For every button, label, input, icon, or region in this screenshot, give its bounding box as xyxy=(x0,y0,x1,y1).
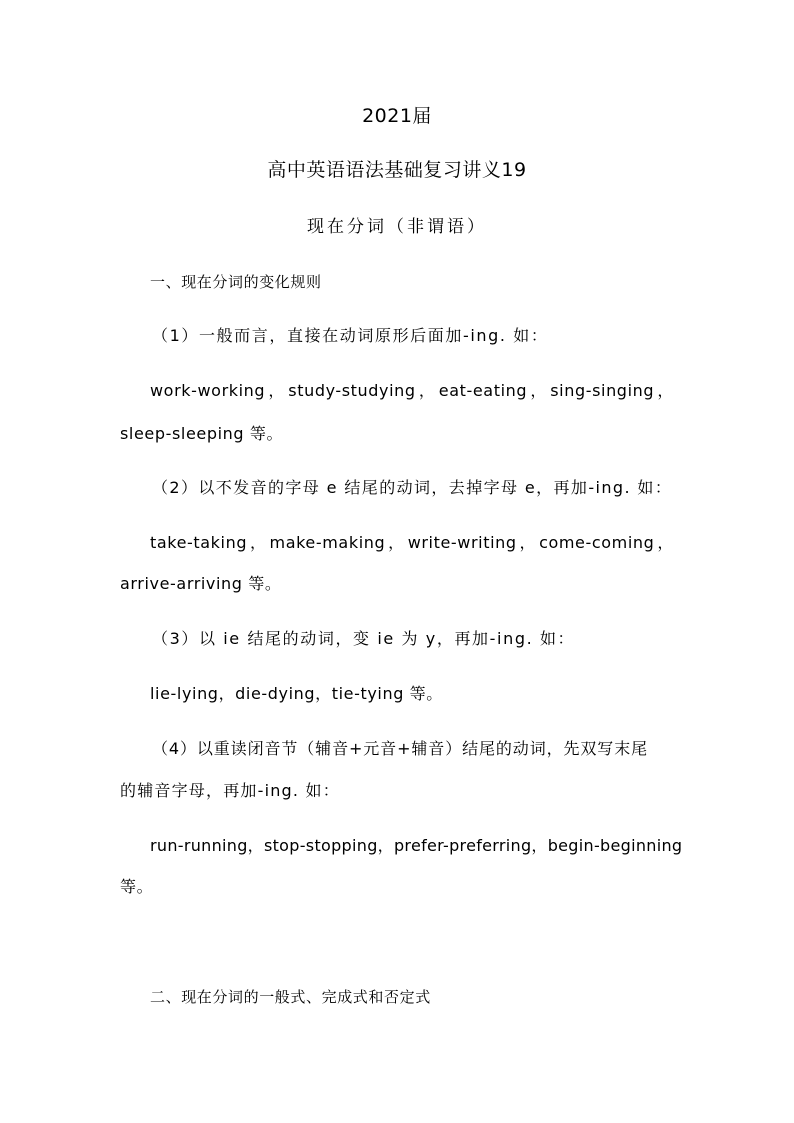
example-separator: ， xyxy=(250,533,267,552)
example-separator: ， xyxy=(657,533,674,552)
example-separator: ， xyxy=(268,381,286,400)
section1-heading: 一、现在分词的变化规则 xyxy=(150,273,322,291)
section2-heading: 二、现在分词的一般式、完成式和否定式 xyxy=(150,988,431,1006)
example-word: come-coming xyxy=(539,533,655,552)
rule2-examples-line2: arrive-arriving 等。 xyxy=(120,574,282,593)
example-word: sing-singing xyxy=(550,381,655,400)
rule1-examples-line2: sleep-sleeping 等。 xyxy=(120,424,284,443)
rule2-text: （2）以不发音的字母 e 结尾的动词，去掉字母 e，再加-ing. 如： xyxy=(152,478,673,497)
rule3-examples: lie-lying，die-dying，tie-tying 等。 xyxy=(150,684,443,703)
rule4-examples-line2: 等。 xyxy=(120,877,154,896)
example-separator: ， xyxy=(388,533,405,552)
rule3-text: （3）以 ie 结尾的动词，变 ie 为 y，再加-ing. 如： xyxy=(152,629,576,648)
rule4-text-line2: 的辅音字母，再加-ing. 如： xyxy=(120,781,340,800)
example-word: write-writing xyxy=(407,533,517,552)
example-word: eat-eating xyxy=(438,381,528,400)
title-main: 高中英语语法基础复习讲义19 xyxy=(267,159,527,181)
example-word: work-working xyxy=(150,381,266,400)
example-separator: ， xyxy=(657,381,674,400)
title-sub: 现在分词（非谓语） xyxy=(307,217,487,237)
example-word: study-studying xyxy=(288,381,416,400)
rule4-text-line1: （4）以重读闭音节（辅音+元音+辅音）结尾的动词，先双写末尾 xyxy=(152,739,648,758)
example-separator: ， xyxy=(530,381,547,400)
rule1-text: （1）一般而言，直接在动词原形后面加-ing. 如： xyxy=(152,326,549,345)
example-separator: ， xyxy=(519,533,537,552)
example-word: take-taking xyxy=(150,533,248,552)
title-year: 2021届 xyxy=(362,105,432,127)
rule2-examples-line1 xyxy=(150,533,674,553)
rule1-examples-line1 xyxy=(150,381,674,401)
example-word: make-making xyxy=(269,533,386,552)
rule4-examples-line1: run-running，stop-stopping，prefer-preferring，begin-beginning xyxy=(150,836,683,855)
example-separator: ， xyxy=(418,381,436,400)
